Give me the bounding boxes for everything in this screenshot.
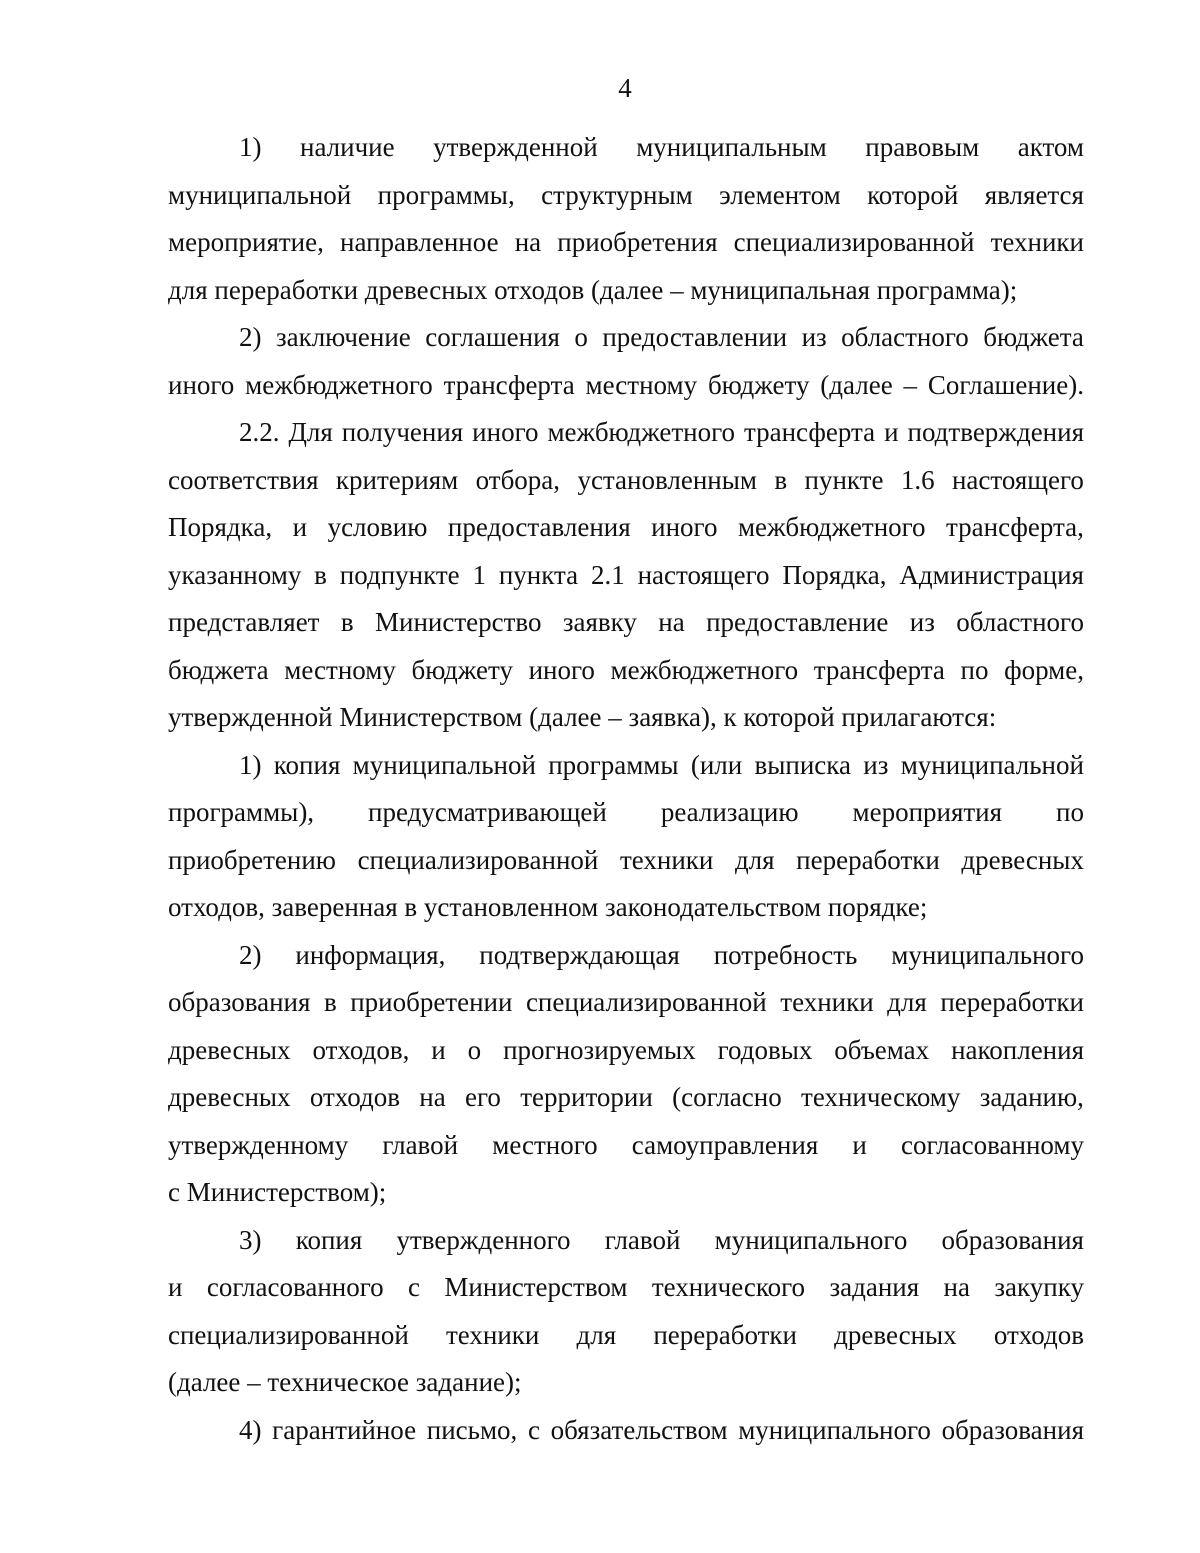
word: подтверждения <box>907 417 1084 447</box>
text-line <box>168 647 1084 695</box>
word: иного <box>651 512 718 542</box>
word: образования <box>941 1224 1084 1255</box>
word: предоставлении <box>602 322 788 352</box>
text-line <box>168 1122 1084 1170</box>
text-line: (далее – техническое задание); <box>168 1367 522 1397</box>
word: направленное <box>340 227 499 257</box>
paragraph <box>168 742 1084 932</box>
word: на <box>419 1082 446 1112</box>
word: 2) <box>239 939 262 970</box>
word: иного <box>168 369 235 400</box>
word: (согласно <box>672 1082 782 1112</box>
word: бюджету <box>411 654 513 685</box>
word: мероприятие, <box>168 227 324 257</box>
word: которой <box>867 179 959 210</box>
word: муниципальной <box>352 749 536 780</box>
word: в <box>314 559 327 590</box>
word: иного <box>472 417 539 447</box>
text-line <box>168 409 1084 457</box>
word: программы, <box>377 179 515 210</box>
document-body <box>168 124 1084 1454</box>
word: Соглашение). <box>927 369 1084 400</box>
word: утвержденному <box>168 1129 349 1160</box>
word: переработки <box>940 987 1084 1017</box>
word: техники <box>619 844 714 875</box>
word: условию <box>327 512 428 542</box>
word: задания <box>829 1272 920 1302</box>
word: 1 <box>472 559 486 590</box>
word: техники <box>780 987 874 1017</box>
text-line <box>168 1217 1084 1265</box>
word: Порядка, <box>168 512 273 542</box>
word: подпункте <box>339 559 460 590</box>
word: отходов <box>309 1082 400 1112</box>
word: трансферта <box>744 417 876 447</box>
word: техники <box>990 227 1084 257</box>
word: предоставление <box>706 607 889 637</box>
word: для <box>576 1319 617 1350</box>
word: трансферта, <box>946 512 1084 542</box>
word: Министерство <box>374 607 542 637</box>
word: программы <box>548 749 679 780</box>
word: получения <box>341 417 464 447</box>
word: по <box>1056 797 1084 827</box>
word: местному <box>284 654 396 685</box>
word: древесных <box>961 844 1084 875</box>
word: специализированной <box>733 227 975 257</box>
word: местному <box>585 369 698 400</box>
word: реализацию <box>660 797 799 827</box>
word: муниципальной <box>900 749 1084 780</box>
word: мероприятия <box>852 797 1003 827</box>
word: главой <box>382 1129 459 1160</box>
text-line <box>168 314 1084 362</box>
word: 2) <box>239 322 262 352</box>
word: образования <box>168 987 311 1017</box>
word: межбюджетного <box>245 369 433 400</box>
word: письмо, <box>426 1414 518 1445</box>
paragraph <box>168 1217 1084 1407</box>
text-line <box>168 504 1084 552</box>
text-line <box>168 362 1084 410</box>
word: и <box>884 417 899 447</box>
word: муниципального <box>891 939 1084 970</box>
word: о <box>574 322 588 352</box>
word: правовым <box>865 132 980 162</box>
word: утвержденной <box>433 132 598 162</box>
word: потребность <box>713 939 858 970</box>
word: специализированной <box>168 1319 409 1350</box>
text-line <box>168 1074 1084 1122</box>
word: предоставления <box>447 512 631 542</box>
word: из <box>909 607 935 637</box>
word: отходов, <box>312 1034 410 1065</box>
word: (далее <box>820 369 893 400</box>
word: годовых <box>717 1034 813 1065</box>
word: согласованного <box>206 1272 384 1302</box>
word: заключение <box>275 322 411 352</box>
word: указанному <box>168 559 302 590</box>
word: настоящего <box>951 464 1084 495</box>
word: утвержденного <box>396 1224 571 1255</box>
word: древесных <box>168 1082 291 1112</box>
word: накопления <box>951 1034 1084 1065</box>
word: 4) <box>239 1414 262 1445</box>
word: соглашения <box>425 322 560 352</box>
word: на <box>943 1272 970 1302</box>
paragraph <box>168 124 1084 314</box>
word: с <box>408 1272 421 1302</box>
word: прогнозируемых <box>503 1034 696 1065</box>
text-line <box>168 1407 1084 1455</box>
word: и <box>292 512 308 542</box>
word: технического <box>651 1272 806 1302</box>
text-line <box>168 219 1084 267</box>
word: самоуправления <box>631 1129 819 1160</box>
word: Администрация <box>899 559 1084 590</box>
word: подтверждающая <box>479 939 680 970</box>
word: программы), <box>168 797 315 827</box>
word: критериям <box>335 464 459 495</box>
word: настоящего <box>637 559 770 590</box>
word: объемах <box>834 1034 930 1065</box>
word: 1) <box>239 749 262 780</box>
word: является <box>984 179 1084 210</box>
word: приобретения <box>557 227 718 257</box>
word: предусматривающей <box>368 797 607 827</box>
word: и <box>168 1272 183 1302</box>
word: на <box>514 227 542 257</box>
word: Министерством <box>444 1272 628 1302</box>
word: 2.1 <box>591 559 625 590</box>
word: в <box>323 987 337 1017</box>
text-line <box>168 1264 1084 1312</box>
text-line: отходов, заверенная в установленном законодательством порядке; <box>168 892 928 922</box>
word: по <box>960 654 989 685</box>
word: гарантийное <box>272 1414 417 1445</box>
word: отбора, <box>475 464 561 495</box>
word: древесных <box>834 1319 957 1350</box>
text-line <box>168 1027 1084 1075</box>
word: обязательством <box>550 1414 728 1445</box>
word: бюджету <box>707 369 810 400</box>
word: приобретению <box>168 844 336 875</box>
word: приобретении <box>350 987 513 1017</box>
word: межбюджетного <box>547 417 736 447</box>
paragraph <box>168 1407 1084 1455</box>
word: представляет <box>168 607 320 637</box>
paragraph <box>168 932 1084 1217</box>
word: территории <box>520 1082 653 1112</box>
word: форме, <box>1004 654 1084 685</box>
word: на <box>658 607 685 637</box>
text-line <box>168 979 1084 1027</box>
word: из <box>863 749 889 780</box>
word: специализированной <box>357 844 599 875</box>
text-line <box>168 742 1084 790</box>
text-line: с Министерством); <box>168 1177 387 1207</box>
word: 3) <box>239 1224 262 1255</box>
word: 2.2. <box>239 417 280 447</box>
word: актом <box>1017 132 1084 162</box>
word: областного <box>841 322 969 352</box>
word: и <box>431 1034 446 1065</box>
paragraph <box>168 314 1084 409</box>
word: установленным <box>577 464 757 495</box>
word: техники <box>445 1319 540 1350</box>
text-line <box>168 789 1084 837</box>
word: образования <box>941 1414 1084 1445</box>
word: специализированной <box>525 987 767 1017</box>
word: (или <box>690 749 743 780</box>
word: межбюджетного <box>610 654 799 685</box>
text-line <box>168 124 1084 172</box>
text-line <box>168 172 1084 220</box>
text-line <box>168 1312 1084 1360</box>
word: – <box>903 369 918 400</box>
word: местного <box>492 1129 598 1160</box>
word: областного <box>956 607 1084 637</box>
word: согласованному <box>901 1129 1084 1160</box>
word: бюджета <box>983 322 1084 352</box>
word: трансферта <box>443 369 575 400</box>
text-line <box>168 932 1084 980</box>
text-line <box>168 599 1084 647</box>
word: переработки <box>653 1319 797 1350</box>
word: с <box>527 1414 540 1445</box>
word: муниципального <box>738 1414 931 1445</box>
word: древесных <box>168 1034 291 1065</box>
word: его <box>465 1082 501 1112</box>
word: информация, <box>295 939 446 970</box>
word: муниципальным <box>636 132 827 162</box>
word: бюджета <box>168 654 269 685</box>
word: заданию, <box>979 1082 1084 1112</box>
text-line: утвержденной Министерством (далее – заявка), к которой прилагаются: <box>168 702 997 732</box>
paragraph <box>168 409 1084 742</box>
word: наличие <box>300 132 395 162</box>
word: Для <box>288 417 333 447</box>
word: техническому <box>801 1082 961 1112</box>
text-line <box>168 837 1084 885</box>
text-line <box>168 552 1084 600</box>
word: пункта <box>498 559 579 590</box>
word: переработки <box>796 844 940 875</box>
word: и <box>852 1129 867 1160</box>
word: выписка <box>754 749 851 780</box>
word: пункте <box>804 464 884 495</box>
word: в <box>340 607 354 637</box>
word: 1) <box>239 132 262 162</box>
word: трансферта <box>813 654 945 685</box>
word: для <box>734 844 775 875</box>
word: заявку <box>562 607 637 637</box>
word: из <box>801 322 827 352</box>
word: копия <box>295 1224 363 1255</box>
word: Порядка, <box>782 559 887 590</box>
word: иного <box>528 654 595 685</box>
text-line: для переработки древесных отходов (далее – муниципальная программа); <box>168 274 1018 305</box>
word: 1.6 <box>900 464 935 495</box>
word: закупку <box>994 1272 1084 1302</box>
text-line <box>168 457 1084 505</box>
word: муниципального <box>714 1224 908 1255</box>
word: для <box>887 987 927 1017</box>
word: соответствия <box>168 464 319 495</box>
word: в <box>774 464 788 495</box>
word: муниципальной <box>168 179 352 210</box>
word: структурным <box>541 179 693 210</box>
word: копия <box>273 749 341 780</box>
page-number: 4 <box>618 73 632 103</box>
word: элементом <box>719 179 841 210</box>
word: отходов <box>993 1319 1084 1350</box>
word: межбюджетного <box>737 512 926 542</box>
word: главой <box>604 1224 681 1255</box>
word: о <box>467 1034 482 1065</box>
